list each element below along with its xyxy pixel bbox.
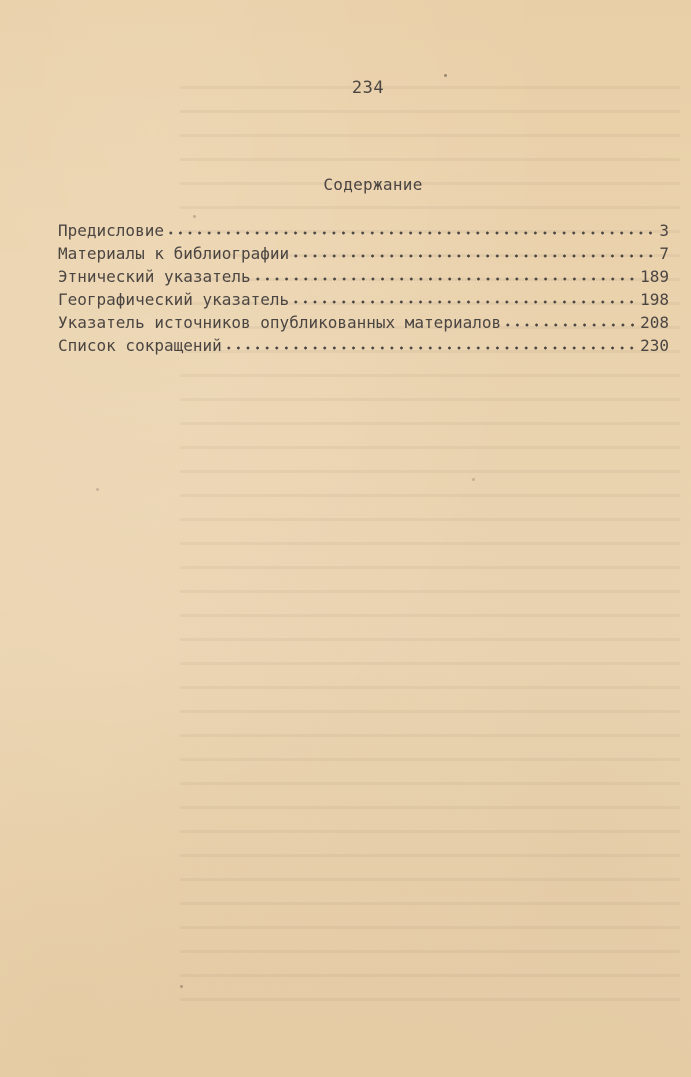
dot-leader [503,321,638,329]
paper-speck [444,74,447,77]
dot-leader [253,275,638,283]
toc-entry-page: 3 [659,221,669,240]
page-number: 234 [351,78,385,98]
dot-leader [166,229,657,237]
dot-leader [224,344,638,352]
toc-entry-label: Материалы к библиографии [58,244,290,263]
contents-heading: Содержание [323,175,423,194]
toc-entry-abbreviations [58,334,669,357]
toc-entry-page: 230 [640,336,669,355]
toc-entry-geographic-index [58,288,669,311]
paper-speck [180,985,183,988]
paper-speck [472,478,475,481]
toc-entry-label: Список сокращений [58,336,222,355]
toc-entry-bibliography-materials [58,242,669,265]
toc-entry-label: Предисловие [58,221,164,240]
toc-entry-label: Географический указатель [58,290,290,309]
toc-entry-preface [58,219,669,242]
toc-entry-page: 208 [640,313,669,332]
bleed-through-text [180,70,680,1010]
toc-entry-label: Указатель источников опубликованных материалов [58,313,502,332]
toc-entry-page: 7 [659,244,669,263]
toc-entry-sources-index [58,311,669,334]
toc-entry-page: 198 [640,290,669,309]
toc-entry-label: Этнический указатель [58,267,251,286]
toc-entry-ethnic-index [58,265,669,288]
dot-leader [291,298,638,306]
table-of-contents [58,219,669,357]
dot-leader [291,252,657,260]
toc-entry-page: 189 [640,267,669,286]
paper-speck [193,215,196,218]
paper-speck [96,488,99,491]
